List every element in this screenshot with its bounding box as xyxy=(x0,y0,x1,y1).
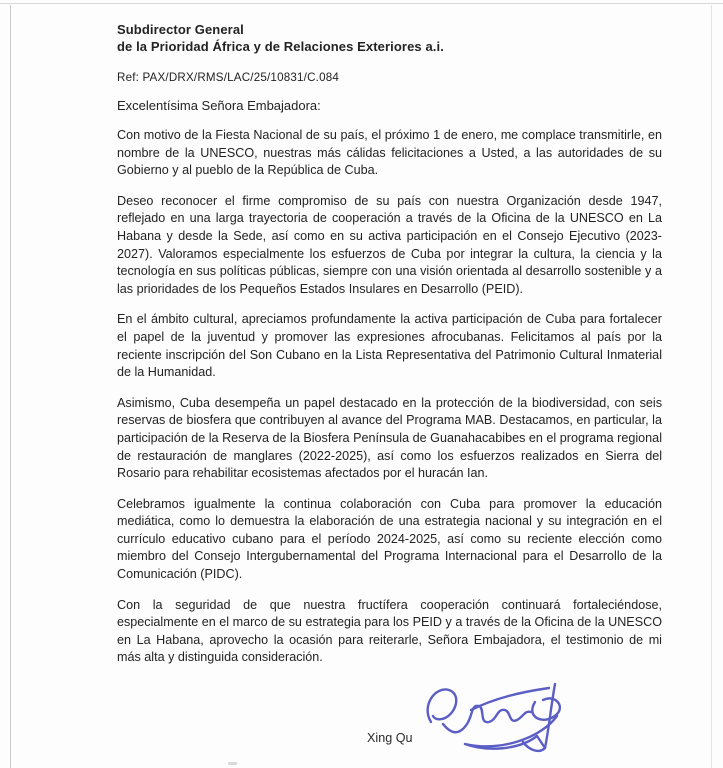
sender-title-line2: de la Prioridad África y de Relaciones Exteriores a.i. xyxy=(117,38,444,54)
reference-number: Ref: PAX/DRX/RMS/LAC/25/10831/C.084 xyxy=(117,71,340,84)
sender-title-line1: Subdirector General xyxy=(117,22,244,37)
page-frame-left-line xyxy=(10,5,11,768)
handwritten-signature-ink xyxy=(417,680,587,765)
paragraph-biodiversity-mab: Asimismo, Cuba desempeña un papel destacado en la protección de la biodiversidad, con seis reservas de biosfera que contribuyen al avance del Programa MAB. Destacamos, en particular, la participación de la Reserva de la Biosfera Península de Guanahacabibes en el programa regional de restauración de manglares (2022-2025), así como los esfuerzos realizados en Sierra del Rosario para rehabilitar ecosistemas afectados por el huracán Ian. xyxy=(117,395,662,481)
paragraph-cultural-participation: En el ámbito cultural, apreciamos profundamente la activa participación de Cuba para fortalecer el papel de la juventud y promover las expresiones afrocubanas. Felicitamos al país por la reciente inscripción del Son Cubano en la Lista Representativa del Patrimonio Cultural Inmaterial de la Humanidad. xyxy=(117,312,662,380)
cut-off-page-bottom-mark xyxy=(228,762,237,765)
paragraph-closing-consideration: Con la seguridad de que nuestra fructífera cooperación continuará fortaleciéndose, especialmente en el marco de su estrategia para los PEID y a través de la Oficina de la UNESCO en La Habana, aprovecho la ocasión para reiterarle, Señora Embajadora, el testimonio de mi más alta y distinguida consideración. xyxy=(117,597,662,665)
signature-block xyxy=(117,680,662,768)
paragraph-commitment-since-1947: Deseo reconocer el firme compromiso de su país con nuestra Organización desde 1947, reflejado en una larga trayectoria de cooperación a través de la Oficina de la UNESCO en La Habana y desde la Sede, así como en su activa participación en el Consejo Ejecutivo (2023-2027). Valoramos especialmente los esfuerzos de Cuba por integrar la cultura, la ciencia y la tecnología en sus políticas públicas, siempre con una visión orientada al desarrollo sostenible y a las prioridades de los Pequeños Estados Insulares en Desarrollo (PEID). xyxy=(117,193,662,296)
page-frame-right-line xyxy=(711,5,712,768)
page-frame-top-line xyxy=(0,3,723,4)
paragraph-media-education-pidc: Celebramos igualmente la continua colaboración con Cuba para promover la educación mediática, como lo demuestra la elaboración de una estrategia nacional y su integración en el currículo educativo cubano para el período 2024-2025, así como su reciente elección como miembro del Consejo Intergubernamental del Programa Internacional para el Desarrollo de la Comunicación (PIDC). xyxy=(117,496,662,582)
salutation: Excelentísima Señora Embajadora: xyxy=(117,98,321,113)
letter-body xyxy=(117,22,662,768)
signer-name: Xing Qu xyxy=(367,731,413,746)
sender-title-block xyxy=(117,22,662,55)
paragraph-national-day-greeting: Con motivo de la Fiesta Nacional de su país, el próximo 1 de enero, me complace transmitirle, en nombre de la UNESCO, nuestras más cálidas felicitaciones a Usted, a las autoridades de su Gobierno y al pueblo de la República de Cuba. xyxy=(117,128,662,178)
